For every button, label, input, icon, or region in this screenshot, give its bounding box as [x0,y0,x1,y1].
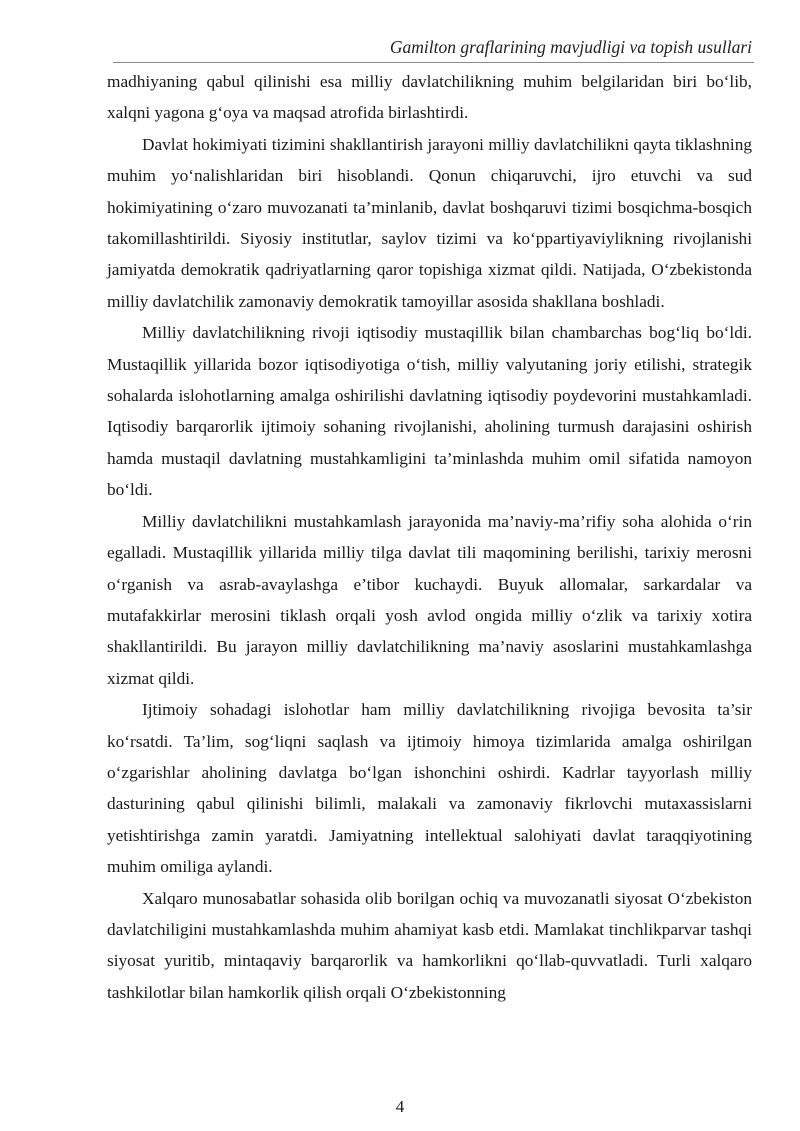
paragraph: Xalqaro munosabatlar sohasida olib borilgan ochiq va muvozanatli siyosat O‘zbekiston davlatchiligini mustahkamlashda muhim ahamiyat kasb etdi. Mamlakat tinchlikparvar tashqi siyosat yuritib, mintaqaviy barqarorlik va hamkorlikni qo‘llab-quvvatladi. Turli xalqaro tashkilotlar bilan hamkorlik qilish orqali O‘zbekistonning [107,888,752,1002]
header-divider [113,62,754,63]
running-header: Gamilton graflarining mavjudligi va topish usullari [389,37,752,57]
paragraph: Milliy davlatchilikning rivoji iqtisodiy mustaqillik bilan chambarchas bog‘liq bo‘ldi. Mustaqillik yillarida bozor iqtisodiyotiga o‘tish, milliy valyutaning joriy etilishi, strategik sohalarda islohotlarning amalga oshirilishi davlatning iqtisodiy poydevorini mustahkamladi. Iqtisodiy barqarorlik ijtimoiy sohaning rivojlanishi, aholining turmush darajasini oshirish hamda mustaqil davlatning mustahkamligini ta’minlashda muhim omil sifatida namoyon bo‘ldi. [107,323,752,500]
paragraph-continuation: madhiyaning qabul qilinishi esa milliy davlatchilikning muhim belgilaridan biri bo‘lib, xalqni yagona g‘oya va maqsad atrofida birlashtirdi. [107,72,752,123]
paragraph: Davlat hokimiyati tizimini shakllantirish jarayoni milliy davlatchilikni qayta tiklashning muhim yo‘nalishlaridan biri hisoblandi. Qonun chiqaruvchi, ijro etuvchi va sud hokimiyatining o‘zaro muvozanati ta’minlanib, davlat boshqaruvi tizimi bosqichma-bosqich takomillashtirildi. Siyosiy institutlar, saylov tizimi va ko‘ppartiyaviylikning rivojlanishi jamiyatda demokratik qadriyatlarning qaror topishiga xizmat qildi. Natijada, O‘zbekistonda milliy davlatchilik zamonaviy demokratik tamoyillar asosida shakllana boshladi. [107,134,752,311]
paragraph: Milliy davlatchilikni mustahkamlash jarayonida ma’naviy-ma’rifiy soha alohida o‘rin egalladi. Mustaqillik yillarida milliy tilga davlat tili maqomining berilishi, tarixiy merosni o‘rganish va asrab-avaylashga e’tibor kuchaydi. Buyuk allomalar, sarkardalar va mutafakkirlar merosini tiklash orqali yosh avlod ongida milliy o‘zlik va tarixiy xotira shakllantirildi. Bu jarayon milliy davlatchilikning ma’naviy asoslarini mustahkamlashga xizmat qildi. [107,511,752,688]
page-number: 4 [395,1097,405,1116]
paragraph: Ijtimoiy sohadagi islohotlar ham milliy davlatchilikning rivojiga bevosita ta’sir ko‘rsatdi. Ta’lim, sog‘liqni saqlash va ijtimoiy himoya tizimlarida amalga oshirilgan o‘zgarishlar aholining davlatga bo‘lgan ishonchini oshirdi. Kadrlar tayyorlash milliy dasturining qabul qilinishi bilimli, malakali va zamonaviy fikrlovchi mutaxassislarni yetishtirishga zamin yaratdi. Jamiyatning intellektual salohiyati davlat taraqqiyotining muhim omiliga aylandi. [107,700,752,877]
body-text [107,66,752,1008]
